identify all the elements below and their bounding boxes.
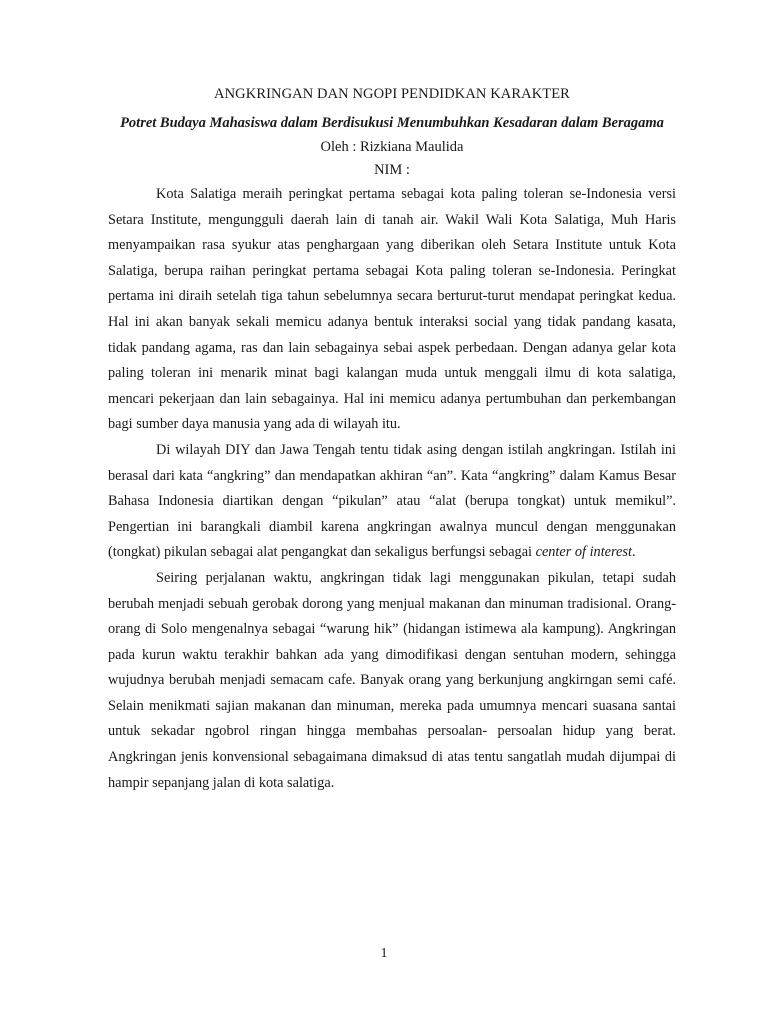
paragraph-1: Kota Salatiga meraih peringkat pertama sebagai kota paling toleran se-Indonesia versi Setara Institute, mengungguli daerah lain di tanah air. Wakil Wali Kota Salatiga, Muh Haris menyampaikan rasa syukur atas penghargaan yang diberikan oleh Setara Institute untuk Kota Salatiga, berupa raihan peringkat pertama sebagai Kota paling toleran se-Indonesia. Peringkat pertama ini diraih setelah tiga tahun sebelumnya secara berturut-turut mendapat peringkat kedua. Hal ini akan banyak sekali memicu adanya bentuk interaksi social yang tidak pandang kasata, tidak pandang agama, ras dan lain sebagainya sebai aspek perbedaan. Dengan adanya gelar kota paling toleran ini menarik minat bagi kalangan muda untuk menggali ilmu di kota salatiga, mencari pekerjaan dan lain sebagainya. Hal ini memicu adanya pertumbuhan dan perkembangan bagi sumber daya manusia yang ada di wilayah itu. xyxy=(108,186,676,433)
paragraph-2-text: Di wilayah DIY dan Jawa Tengah tentu tidak asing dengan istilah angkringan. Istilah ini berasal dari kata “angkring” dan mendapatkan akhiran “an”. Kata “angkring” dalam Kamus Besar Bahasa Indonesia diartikan dengan “pikulan” atau “alat (berupa tongkat) untuk memikul”. Pengertian ini barangkali diambil karena angkringan awalnya muncul dengan menggunakan (tongkat) pikulan sebagai alat pengangkat dan sekaligus berfungsi sebagai xyxy=(108,441,676,561)
paragraph-2-end: . xyxy=(631,544,636,561)
author-line: Oleh : Rizkiana Maulida xyxy=(320,139,464,155)
document-page xyxy=(108,84,676,796)
page-number: 1 xyxy=(380,946,388,961)
paragraph-3: Seiring perjalanan waktu, angkringan tidak lagi menggunakan pikulan, tetapi sudah berubah menjadi sebuah gerobak dorong yang menjual makanan dan minuman tradisional. Orang-orang di Solo mengenalnya sebagai “warung hik” (hidangan istimewa ala kampung). Angkringan pada kurun waktu terakhir bahkan ada yang dimodifikasi dengan sentuhan modern, sehingga wujudnya berubah menjadi semacam cafe. Banyak orang yang berkunjung angkirngan semi café. Selain menikmati sajian makanan dan minuman, mereka pada umumnya mencari suasana santai untuk sekadar ngobrol ringan hingga membahas persoalan- persoalan hidup yang berat. Angkringan jenis konvensional sebagaimana dimaksud di atas tentu sangatlah mudah dijumpai di hampir sepanjang jalan di kota salatiga. xyxy=(108,569,676,791)
document-title: ANGKRINGAN DAN NGOPI PENDIDKAN KARAKTER xyxy=(214,86,570,102)
paragraph-2 xyxy=(108,438,676,566)
paragraph-2-emphasis: center of interest xyxy=(535,544,632,561)
nim-line: NIM : xyxy=(374,162,410,178)
document-subtitle: Potret Budaya Mahasiswa dalam Berdisukusi Menumbuhkan Kesadaran dalam Beragama xyxy=(120,115,664,131)
